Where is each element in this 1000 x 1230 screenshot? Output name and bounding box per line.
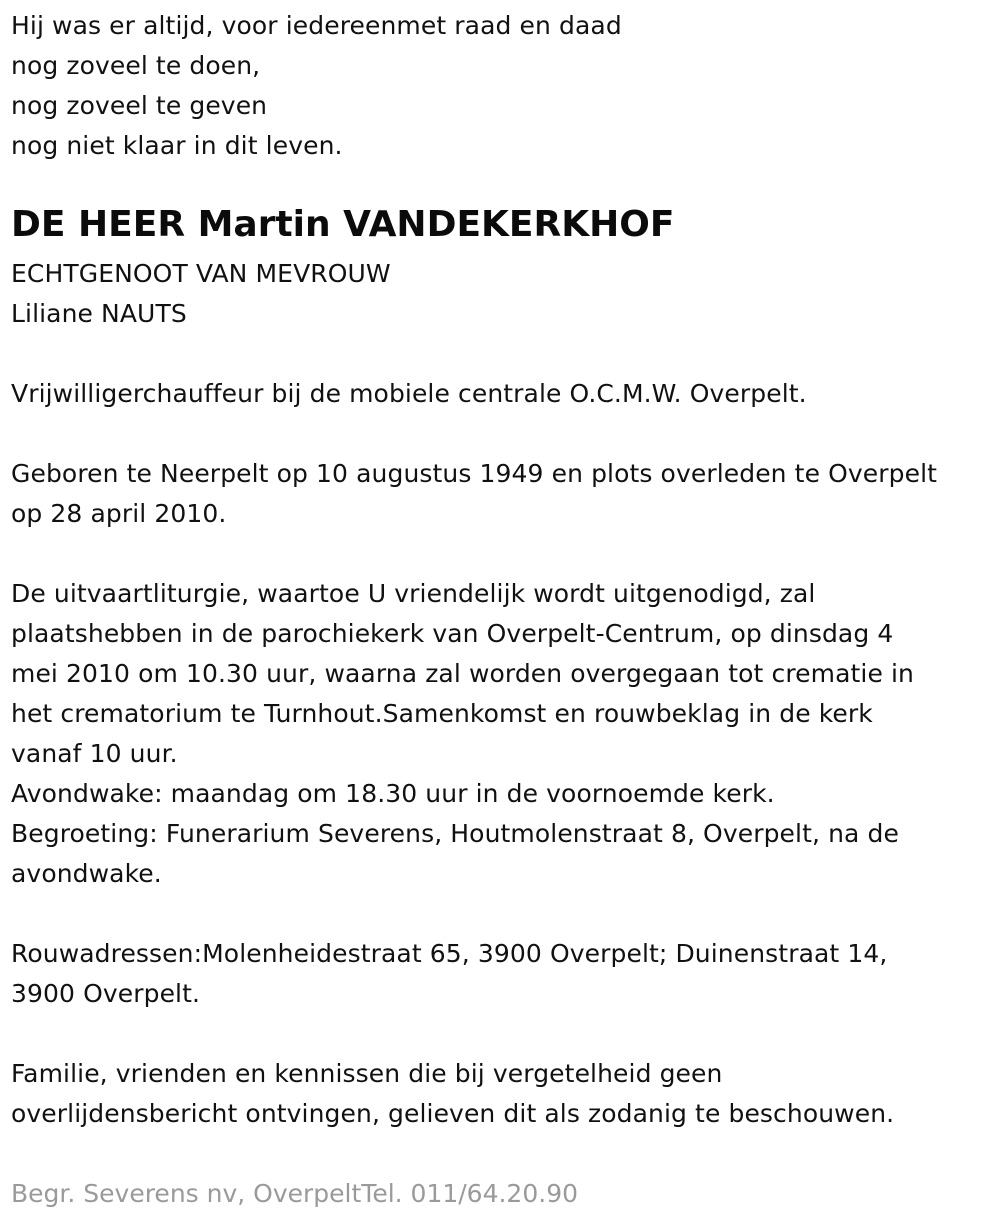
address-line: Rouwadressen:Molenheidestraat 65, 3900 Overpelt; Duinenstraat 14, bbox=[11, 939, 888, 968]
address-line: 3900 Overpelt. bbox=[11, 979, 201, 1008]
ceremony-line: het crematorium te Turnhout.Samenkomst en rouwbeklag in de kerk bbox=[11, 699, 873, 728]
spouse-info bbox=[11, 254, 391, 334]
birth-death-line: op 28 april 2010. bbox=[11, 499, 227, 528]
poem-line: nog niet klaar in dit leven. bbox=[11, 131, 343, 160]
birth-death-paragraph bbox=[11, 454, 937, 534]
birth-death-line: Geboren te Neerpelt op 10 augustus 1949 en plots overleden te Overpelt bbox=[11, 459, 938, 488]
wake-line: Avondwake: maandag om 18.30 uur in de voornoemde kerk. bbox=[11, 779, 775, 808]
spouse-name: Liliane NAUTS bbox=[11, 299, 187, 328]
ceremony-line: mei 2010 om 10.30 uur, waarna zal worden overgegaan tot crematie in bbox=[11, 659, 914, 688]
poem-line: nog zoveel te geven bbox=[11, 91, 268, 120]
occupation-paragraph bbox=[11, 374, 807, 414]
occupation-line: Vrijwilligerchauffeur bij de mobiele centrale O.C.M.W. Overpelt. bbox=[11, 379, 807, 408]
poem bbox=[11, 6, 622, 166]
spouse-title: ECHTGENOOT VAN MEVROUW bbox=[11, 259, 391, 288]
funeral-home-footer: Begr. Severens nv, OverpeltTel. 011/64.20.90 bbox=[11, 1179, 579, 1208]
ceremony-line: plaatshebben in de parochiekerk van Overpelt-Centrum, op dinsdag 4 bbox=[11, 619, 894, 648]
notice-line: overlijdensbericht ontvingen, gelieven dit als zodanig te beschouwen. bbox=[11, 1099, 895, 1128]
ceremony-line: vanaf 10 uur. bbox=[11, 739, 178, 768]
ceremony-paragraph bbox=[11, 574, 914, 894]
poem-line: Hij was er altijd, voor iedereenmet raad en daad bbox=[11, 11, 622, 40]
deceased-name: DE HEER Martin VANDEKERKHOF bbox=[11, 204, 675, 245]
notice-line: Familie, vrienden en kennissen die bij vergetelheid geen bbox=[11, 1059, 723, 1088]
greeting-line: Begroeting: Funerarium Severens, Houtmolenstraat 8, Overpelt, na de bbox=[11, 819, 899, 848]
ceremony-line: De uitvaartliturgie, waartoe U vriendelijk wordt uitgenodigd, zal bbox=[11, 579, 816, 608]
greeting-line: avondwake. bbox=[11, 859, 162, 888]
notice-paragraph bbox=[11, 1054, 894, 1134]
addresses-paragraph bbox=[11, 934, 887, 1014]
poem-line: nog zoveel te doen, bbox=[11, 51, 261, 80]
